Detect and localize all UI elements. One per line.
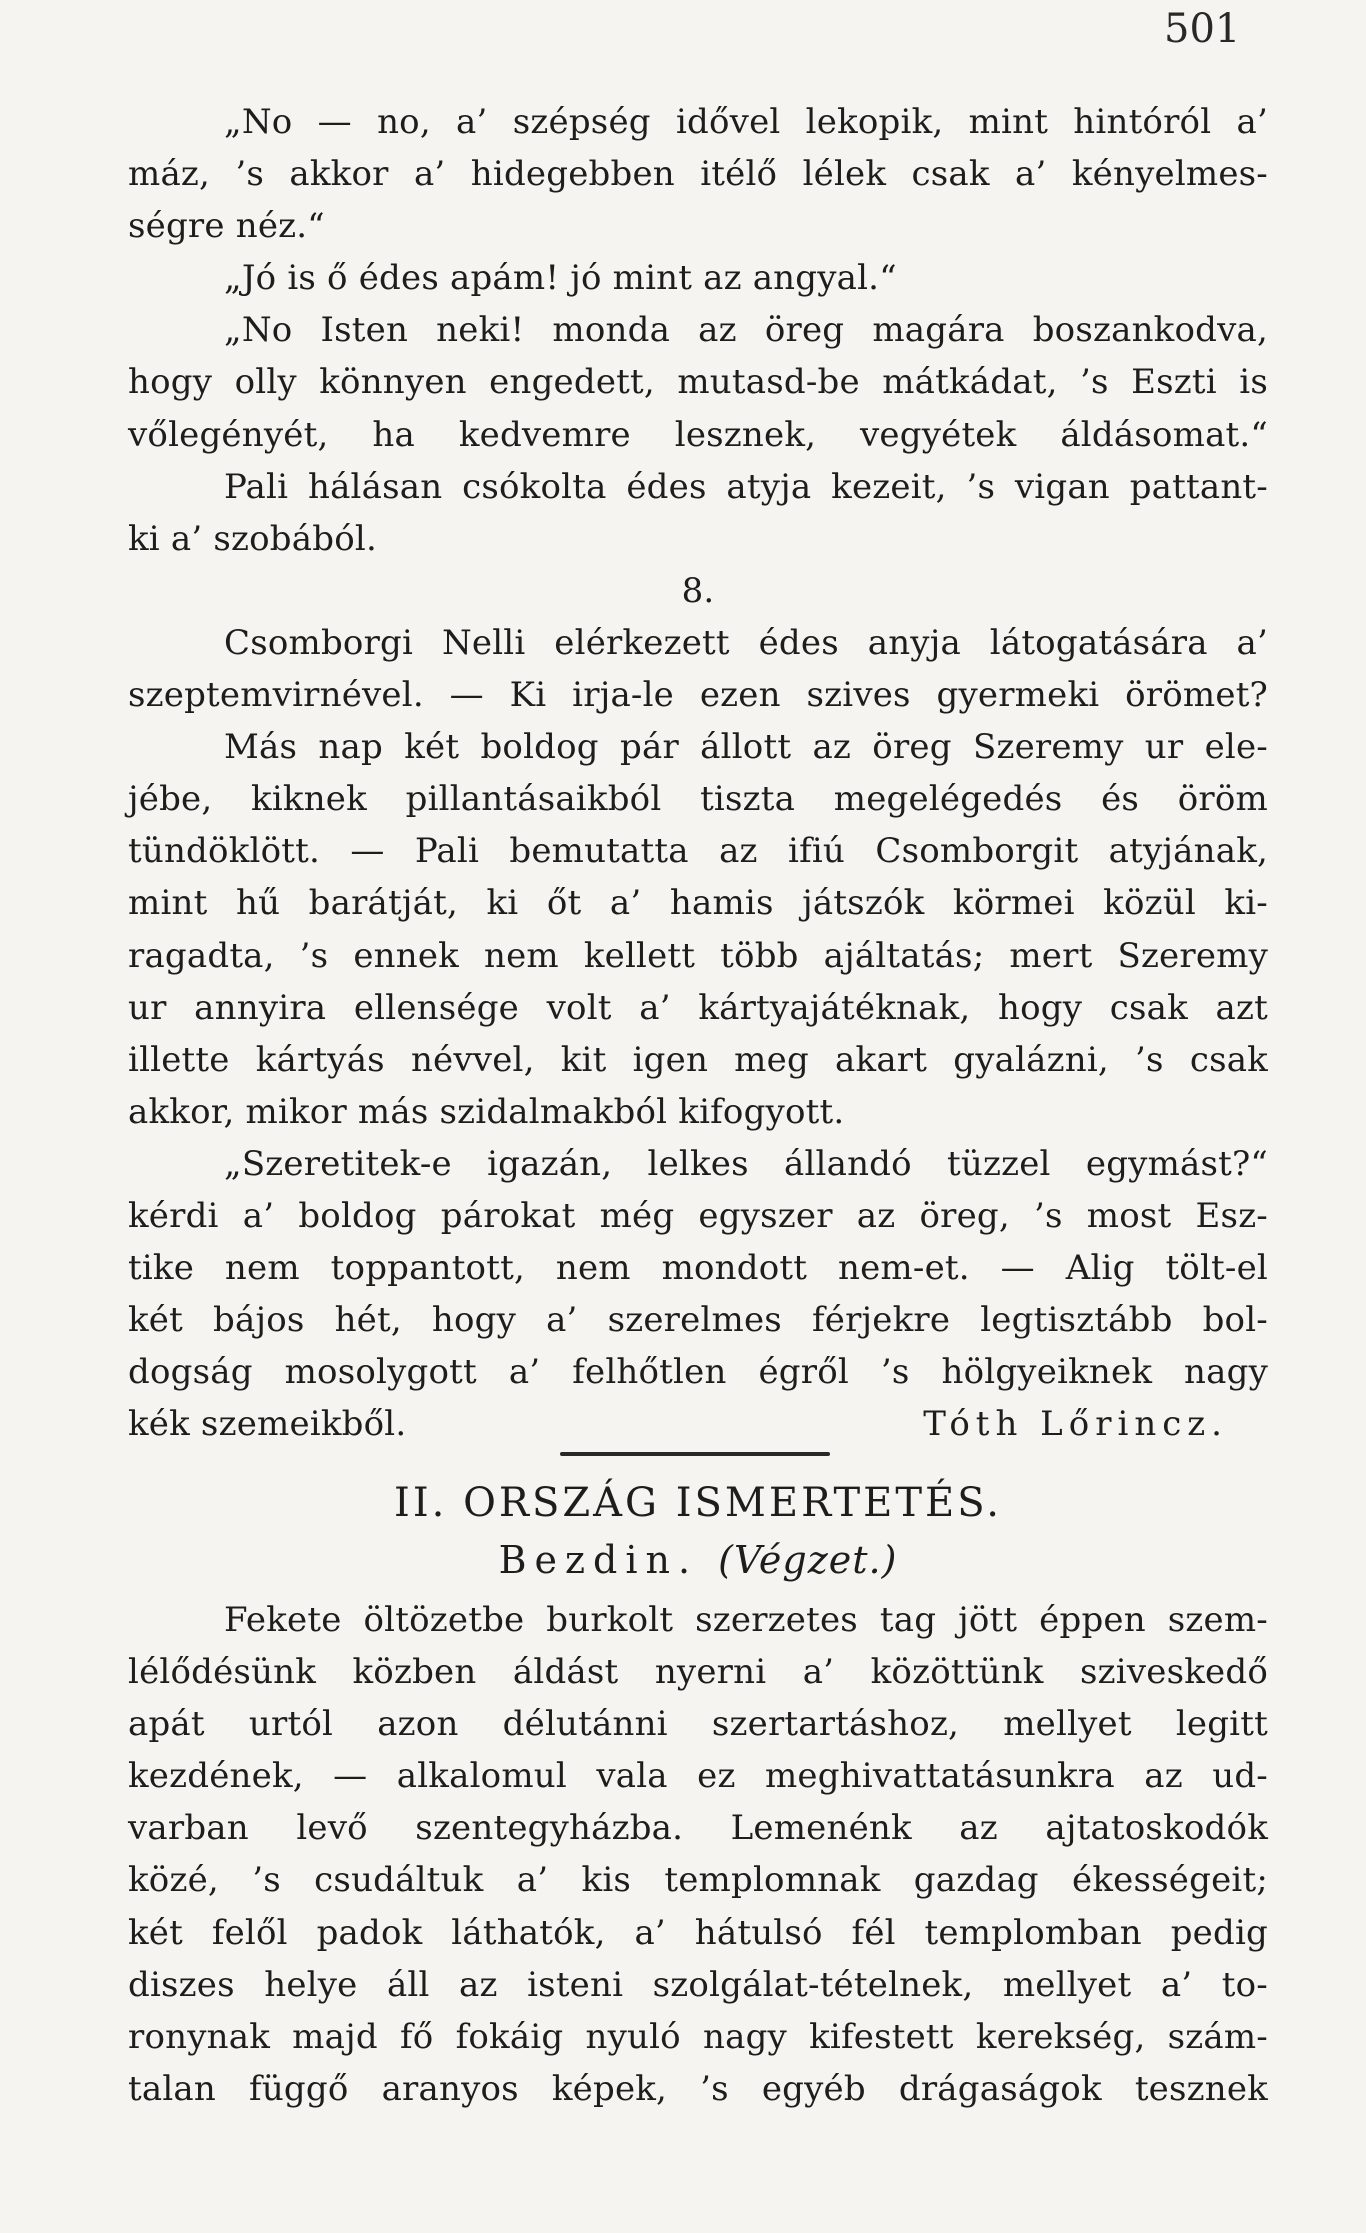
text-line: ragadta, ’s ennek nem kellett több ajáltatás; mert Szeremy — [128, 935, 1268, 976]
text-line: jébe, kiknek pillantásaikból tiszta megelégedés és öröm — [128, 779, 1268, 820]
text-line: Más nap két boldog pár állott az öreg Szeremy ur ele- — [224, 727, 1268, 768]
text-line: lélődésünk közben áldást nyerni a’ közöttünk sziveskedő — [128, 1652, 1268, 1693]
subheading-place: Bezdin. — [498, 1538, 699, 1582]
section-divider — [560, 1452, 830, 1456]
text-line: két felől padok láthatók, a’ hátulsó fél templomban pedig — [128, 1912, 1268, 1953]
text-line: akkor, mikor más szidalmakból kifogyott. — [128, 1091, 845, 1132]
text-line: dogság mosolygott a’ felhőtlen égről ’s hölgyeiknek nagy — [128, 1352, 1268, 1393]
text-line: mint hű barátját, ki őt a’ hamis játszók körmei közül ki- — [128, 883, 1268, 924]
article-heading: II. ORSZÁG ISMERTETÉS. — [394, 1480, 1002, 1526]
text-line: Fekete öltözetbe burkolt szerzetes tag jött éppen szem- — [224, 1600, 1268, 1640]
text-line: talan függő aranyos képek, ’s egyéb drágaságok tesznek — [128, 2068, 1268, 2109]
text-line: diszes helye áll az isteni szolgálat-tételnek, mellyet a’ to- — [128, 1964, 1268, 2005]
text-line: kék szemeikből. — [128, 1404, 407, 1445]
text-line: Csomborgi Nelli elérkezett édes anyja látogatására a’ — [224, 623, 1268, 663]
text-line: máz, ’s akkor a’ hidegebben itélő lélek csak a’ kényelmes- — [128, 154, 1268, 195]
text-line: tündöklött. — Pali bemutatta az ifiú Csomborgit atyjának, — [128, 831, 1268, 872]
text-line: vőlegényét, ha kedvemre lesznek, vegyétek áldásomat.“ — [128, 414, 1268, 455]
text-line: „No — no, a’ szépség idővel lekopik, mint hintóról a’ — [224, 102, 1268, 142]
section-8-text — [128, 617, 1268, 1451]
section-number: 8. — [681, 570, 715, 611]
author-signature: Tóth Lőrincz. — [923, 1404, 1228, 1445]
subheading-note: (Végzet.) — [718, 1538, 898, 1582]
text-line: két bájos hét, hogy a’ szerelmes férjekre legtisztább bol- — [128, 1300, 1268, 1341]
text-line: ki a’ szobából. — [128, 518, 377, 559]
text-line: „Szeretitek-e igazán, lelkes állandó tüzzel egymást?“ — [224, 1143, 1268, 1184]
story-continuation — [128, 96, 1268, 617]
text-line: kezdének, — alkalomul vala ez meghivattatásunkra az ud- — [128, 1756, 1268, 1797]
text-line: apát urtól azon délutánni szertartáshoz, mellyet legitt — [128, 1704, 1268, 1745]
text-line: Pali hálásan csókolta édes atyja kezeit, ’s vigan pattant- — [224, 466, 1268, 507]
text-line: ségre néz.“ — [128, 206, 325, 247]
text-line: varban levő szentegyházba. Lemenénk az ajtatoskodók — [128, 1808, 1268, 1849]
closing-line — [128, 1398, 1268, 1450]
page-number: 501 — [1164, 6, 1241, 52]
text-line: ur annyira ellensége volt a’ kártyajátéknak, hogy csak azt — [128, 987, 1268, 1028]
text-line: szeptemvirnével. — Ki irja-le ezen szives gyermeki örömet? — [128, 675, 1268, 716]
text-line: közé, ’s csudáltuk a’ kis templomnak gazdag ékességeit; — [128, 1860, 1268, 1901]
text-line: „Jó is ő édes apám! jó mint az angyal.“ — [224, 258, 897, 299]
text-line: tike nem toppantott, nem mondott nem-et. — Alig tölt-el — [128, 1248, 1268, 1289]
text-line: hogy olly könnyen engedett, mutasd-be mátkádat, ’s Eszti is — [128, 362, 1268, 403]
text-line: kérdi a’ boldog párokat még egyszer az öreg, ’s most Esz- — [128, 1196, 1268, 1237]
text-line: illette kártyás névvel, kit igen meg akart gyalázni, ’s csak — [128, 1039, 1268, 1080]
text-line: ronynak majd fő fokáig nyuló nagy kifestett kerekség, szám- — [128, 2016, 1268, 2057]
article-subheading — [128, 1538, 1268, 1582]
article-text — [128, 1594, 1268, 2115]
text-line: „No Isten neki! monda az öreg magára boszankodva, — [224, 310, 1268, 351]
